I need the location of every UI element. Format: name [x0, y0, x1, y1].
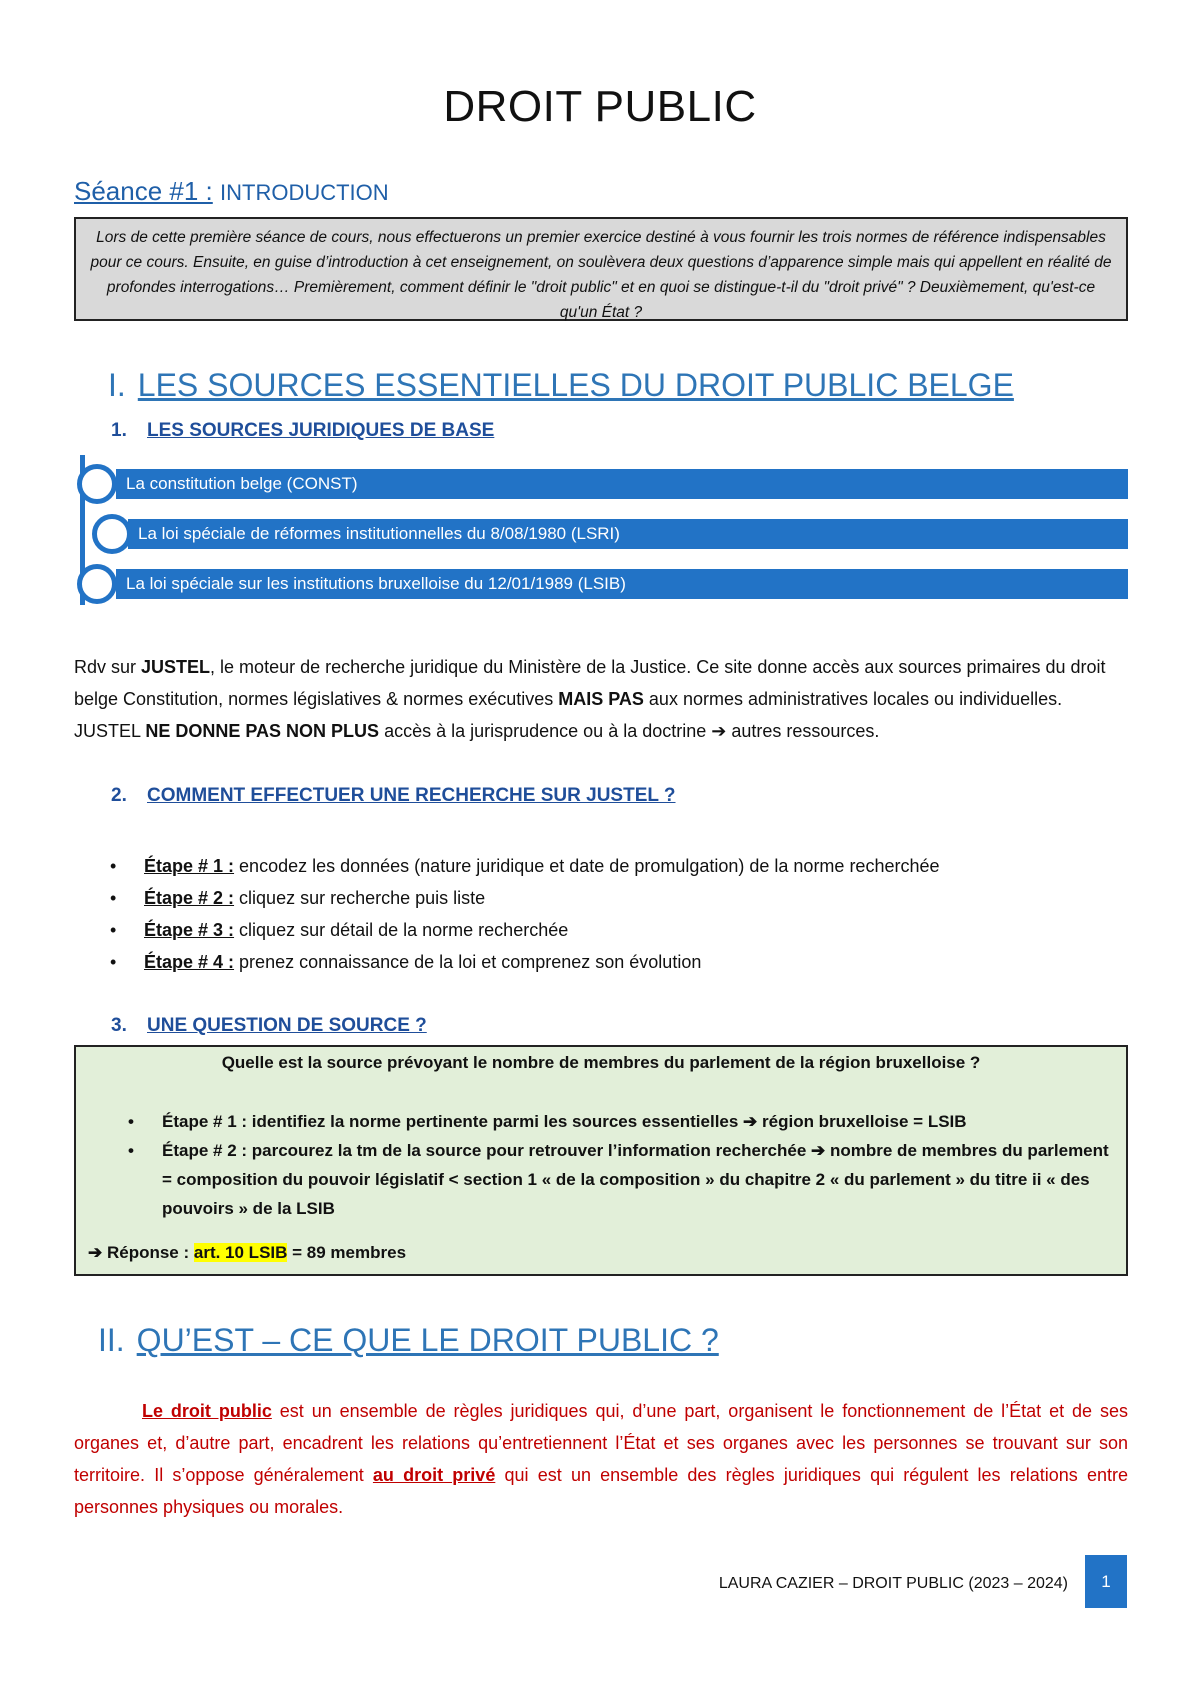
justel-bold: MAIS PAS — [558, 689, 644, 709]
justel-text: accès à la jurisprudence ou à la doctrine ➔ autres ressources. — [379, 721, 880, 741]
question-box — [74, 1045, 1128, 1276]
subsection-1-number: 1. — [111, 420, 127, 441]
answer-line — [88, 1243, 406, 1263]
definition-paragraph — [74, 1395, 1128, 1523]
definition-term-public: Le droit public — [142, 1401, 272, 1421]
source-item-const: La constitution belge (CONST) — [116, 469, 1128, 499]
source-ring-icon — [77, 564, 117, 604]
subsection-2-number: 2. — [111, 785, 127, 806]
answer-prefix: ➔ Réponse : — [88, 1243, 194, 1262]
list-item — [128, 1107, 1112, 1136]
intro-box: Lors de cette première séance de cours, nous effectuerons un premier exercice destiné à vous fournir les trois normes de référence indispensables pour ce cours. Ensuite, en guise d’introduction à cet enseignement, on soulèvera deux questions d’apparence simple mais qui appellent en réalité de profondes interrogations… Premièrement, comment définir le "droit public" et en quoi se distingue-t-il du "droit privé" ? Deuxièmement, qu'est-ce qu'un État ? — [74, 217, 1128, 321]
section-2-number: II. — [98, 1322, 125, 1358]
justel-text: , le moteur de recherche juridique du Ministère de la Justice. Ce site donne accès aux sources primaires du droit belge Constitution, normes législatives & normes exécutives — [74, 657, 1106, 709]
list-item — [100, 882, 1100, 914]
section-2-title: QU’EST – CE QUE LE DROIT PUBLIC ? — [136, 1322, 719, 1358]
page-number: 1 — [1085, 1555, 1127, 1608]
source-ring-icon — [92, 514, 132, 554]
step-label: Étape # 3 : — [144, 920, 235, 940]
subsection-2-heading — [111, 785, 676, 807]
bullet-icon: • — [128, 1112, 134, 1131]
question-step-1: Étape # 1 : identifiez la norme pertinente parmi les sources essentielles ➔ région bruxelloise = LSIB — [162, 1112, 967, 1131]
step-label: Étape # 4 : — [144, 952, 235, 972]
bullet-icon: • — [110, 888, 117, 908]
step-label: Étape # 1 : — [144, 856, 235, 876]
list-item — [100, 946, 1100, 978]
section-1-heading — [108, 367, 1014, 404]
section-2-heading — [98, 1322, 719, 1359]
session-title: INTRODUCTION — [220, 180, 389, 205]
step-label: Étape # 2 : — [144, 888, 235, 908]
definition-text: est un ensemble de règles juridiques qui, d’une part, organisent le fonctionnement de l’État et de ses organes et, d’autre part, encadrent les relations qu’entretiennent l’État et ses organes avec les personnes se trouvant sur son territoire. Il s’oppose généralement — [74, 1401, 1128, 1485]
subsection-3-heading — [111, 1015, 427, 1037]
source-item-lsri: La loi spéciale de réformes institutionnelles du 8/08/1980 (LSRI) — [128, 519, 1128, 549]
subsection-2-title: COMMENT EFFECTUER UNE RECHERCHE SUR JUSTEL ? — [147, 785, 676, 806]
section-1-number: I. — [108, 367, 126, 403]
step-text: cliquez sur recherche puis liste — [234, 888, 486, 908]
list-item — [100, 850, 1100, 882]
definition-term-prive: au droit privé — [372, 1465, 496, 1485]
definition-text: qui est un ensemble des règles juridiques qui régulent les relations entre personnes physiques ou morales. — [74, 1465, 1128, 1517]
justel-bold: NE DONNE PAS NON PLUS — [145, 721, 380, 741]
section-1-title: LES SOURCES ESSENTIELLES DU DROIT PUBLIC BELGE — [137, 367, 1014, 403]
list-item — [100, 914, 1100, 946]
justel-text: Rdv sur — [74, 657, 142, 677]
question-step-2: Étape # 2 : parcourez la tm de la source pour retrouver l’information recherchée ➔ nombre de membres du parlement = composition du pouvoir législatif < section 1 « de la composition » du chapitre 2 « du parlement » du titre ii « des pouvoirs » de la LSIB — [162, 1141, 1109, 1218]
bullet-icon: • — [128, 1141, 134, 1160]
bullet-icon: • — [110, 952, 117, 972]
question-title: Quelle est la source prévoyant le nombre de membres du parlement de la région bruxelloise ? — [221, 1053, 981, 1072]
footer-text: LAURA CAZIER – DROIT PUBLIC (2023 – 2024) — [718, 1575, 1068, 1592]
document-title: DROIT PUBLIC — [443, 82, 757, 131]
answer-suffix: = 89 membres — [287, 1243, 407, 1262]
bullet-icon: • — [110, 856, 117, 876]
steps-list — [100, 850, 1100, 978]
justel-bold: JUSTEL — [141, 657, 211, 677]
subsection-1-heading — [111, 420, 494, 442]
step-text: encodez les données (nature juridique et date de promulgation) de la norme recherchée — [234, 856, 940, 876]
source-ring-icon — [77, 464, 117, 504]
list-item — [128, 1136, 1112, 1223]
bullet-icon: • — [110, 920, 117, 940]
session-heading — [74, 176, 389, 207]
step-text: cliquez sur détail de la norme recherchée — [234, 920, 569, 940]
source-item-lsib: La loi spéciale sur les institutions bruxelloise du 12/01/1989 (LSIB) — [116, 569, 1128, 599]
subsection-3-number: 3. — [111, 1015, 127, 1036]
subsection-1-title: LES SOURCES JURIDIQUES DE BASE — [147, 420, 495, 441]
answer-highlight: art. 10 LSIB — [193, 1243, 288, 1262]
session-label: Séance #1 : — [74, 176, 213, 206]
justel-paragraph — [74, 651, 1128, 747]
step-text: prenez connaissance de la loi et comprenez son évolution — [234, 952, 702, 972]
justel-text: aux normes administratives locales ou individuelles. JUSTEL — [74, 689, 1063, 741]
subsection-3-title: UNE QUESTION DE SOURCE ? — [147, 1015, 427, 1036]
